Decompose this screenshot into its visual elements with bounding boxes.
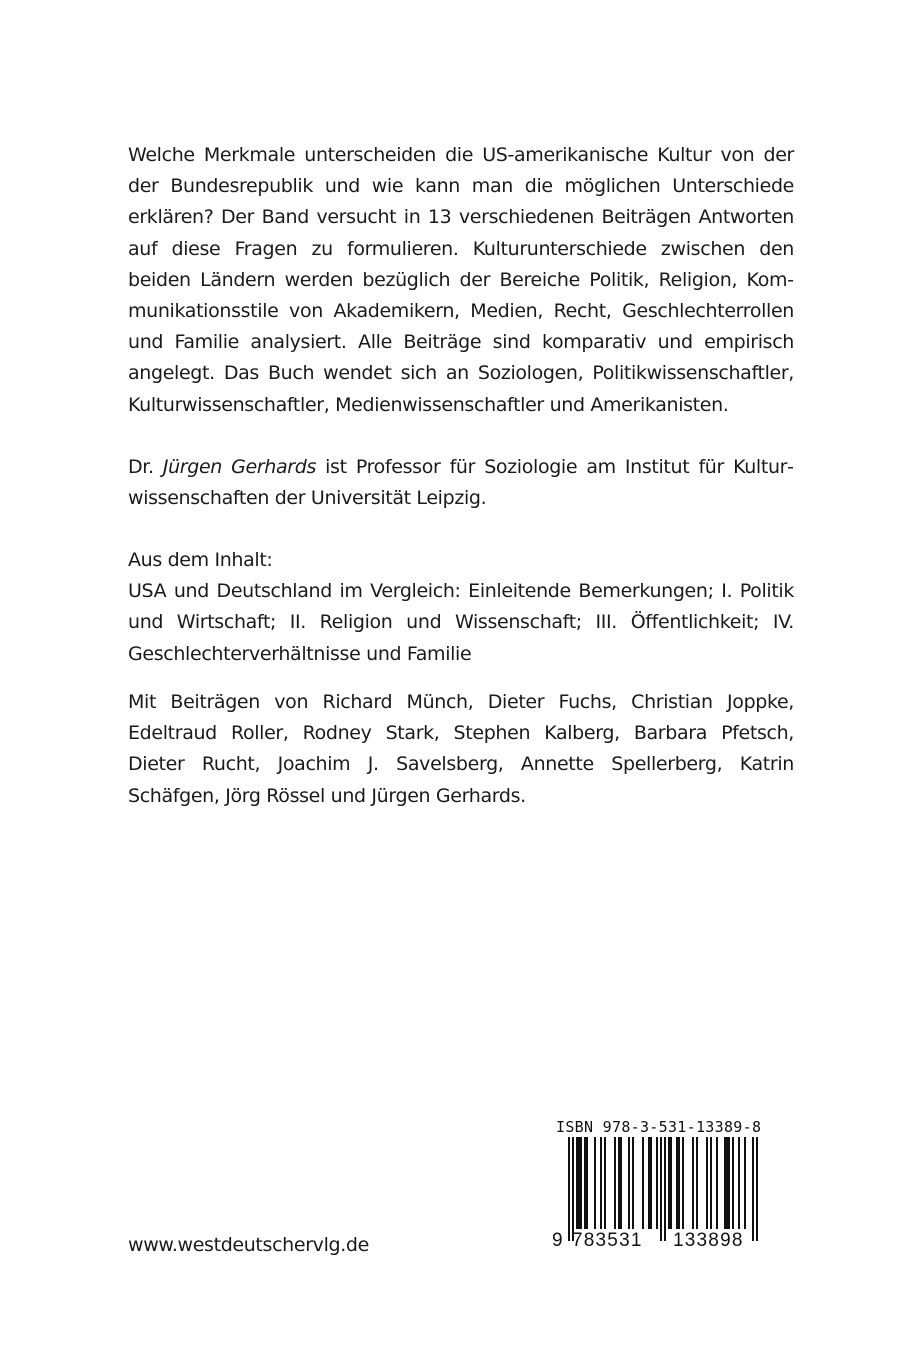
contributors-section [128, 687, 794, 812]
publisher-url[interactable]: www.westdeutschervlg.de [128, 1234, 369, 1256]
barcode-bar [614, 1137, 616, 1229]
barcode-bar [692, 1137, 694, 1229]
barcode-bar [744, 1137, 746, 1229]
barcode-bar [650, 1137, 652, 1229]
barcode-bar [578, 1137, 580, 1229]
author-bio-text [128, 452, 794, 514]
barcode-bar [716, 1137, 718, 1229]
barcode-bar [584, 1137, 586, 1229]
contents-section [128, 545, 794, 670]
barcode-bar [628, 1137, 630, 1229]
barcode-bar [604, 1137, 606, 1229]
barcode-bar [710, 1137, 712, 1229]
barcode-bar [670, 1137, 672, 1229]
blurb-paragraph [128, 140, 794, 421]
blurb-text: Welche Merkmale unterscheiden die US-amerikanische Kultur von der der Bundesrepublik und wie kann man die möglichen Unterschiede erklären? Der Band versucht in 13 verschiedenen Beiträgen Antworten auf diese Fragen zu formulieren. Kulturunterschiede zwischen den beiden Ländern werden bezüglich der Bereiche Politik, Religion, Kommunikationsstile von Akademikern, Medien, Recht, Geschlechterrollen und Familie analysiert. Alle Beiträge sind komparativ und empirisch angelegt. Das Buch wendet sich an Soziologen, Politikwissenschaftler, Kulturwissenschaftler, Medienwissenschaftler und Amerikanisten. [128, 144, 794, 416]
barcode-digits-right: 133898 [673, 1230, 744, 1251]
barcode-bar [732, 1137, 734, 1229]
barcode-bar [738, 1137, 740, 1229]
barcode-bar [728, 1137, 730, 1229]
barcode-bar [676, 1137, 678, 1229]
barcode-guard-bar [752, 1137, 754, 1241]
barcode-bar [724, 1137, 726, 1229]
author-bio [128, 452, 794, 514]
barcode-bar [620, 1137, 622, 1229]
author-suffix: ist Professor für Soziologie am Institut für Kulturwissenschaften der Universität Leipzig. [128, 456, 794, 510]
contents-text: USA und Deutschland im Vergleich: Einleitende Bemerkungen; I. Politik und Wirtschaft; II. Religion und Wissenschaft; III. Öffentlichkeit; IV. Geschlechterverhältnisse und Familie [128, 580, 794, 665]
barcode-guard-bar [660, 1137, 662, 1241]
barcode-bar [586, 1137, 588, 1229]
author-prefix: Dr. [128, 456, 163, 478]
barcode-guard-bar [756, 1137, 758, 1241]
barcode-bar [594, 1137, 596, 1229]
author-name: Jürgen Gerhards [162, 456, 316, 478]
barcode-guard-bar [664, 1137, 666, 1241]
contributors-text: Mit Beiträgen von Richard Münch, Dieter Fuchs, Christian Joppke, Edeltraud Roller, Rodney Stark, Stephen Kalberg, Barbara Pfetsch, Dieter Rucht, Joachim J. Savelsberg, Annette Spellerberg, Katrin Schäfgen, Jörg Rössel und Jürgen Gerhards. [128, 691, 794, 807]
barcode-bar [642, 1137, 644, 1229]
barcode-bar [656, 1137, 658, 1229]
barcode-bar [632, 1137, 634, 1229]
contents-heading: Aus dem Inhalt: [128, 549, 273, 571]
barcode-bar [600, 1137, 602, 1229]
barcode-bar [696, 1137, 698, 1229]
barcode-bar [576, 1137, 578, 1229]
barcode-digit-first: 9 [552, 1230, 563, 1251]
barcode-digits-left: 783531 [572, 1230, 643, 1251]
barcode-bar [648, 1137, 650, 1229]
barcode-bar [618, 1137, 620, 1229]
isbn-label: ISBN 978-3-531-13389-8 [556, 1118, 762, 1136]
barcode-bar [706, 1137, 708, 1229]
barcode-bar [726, 1137, 728, 1229]
barcode-guard-bar [572, 1137, 574, 1241]
barcode-bar [580, 1137, 582, 1229]
barcode-bar [682, 1137, 684, 1229]
barcode-bar [678, 1137, 680, 1229]
barcode-guard-bar [568, 1137, 570, 1241]
barcode-bar [668, 1137, 670, 1229]
